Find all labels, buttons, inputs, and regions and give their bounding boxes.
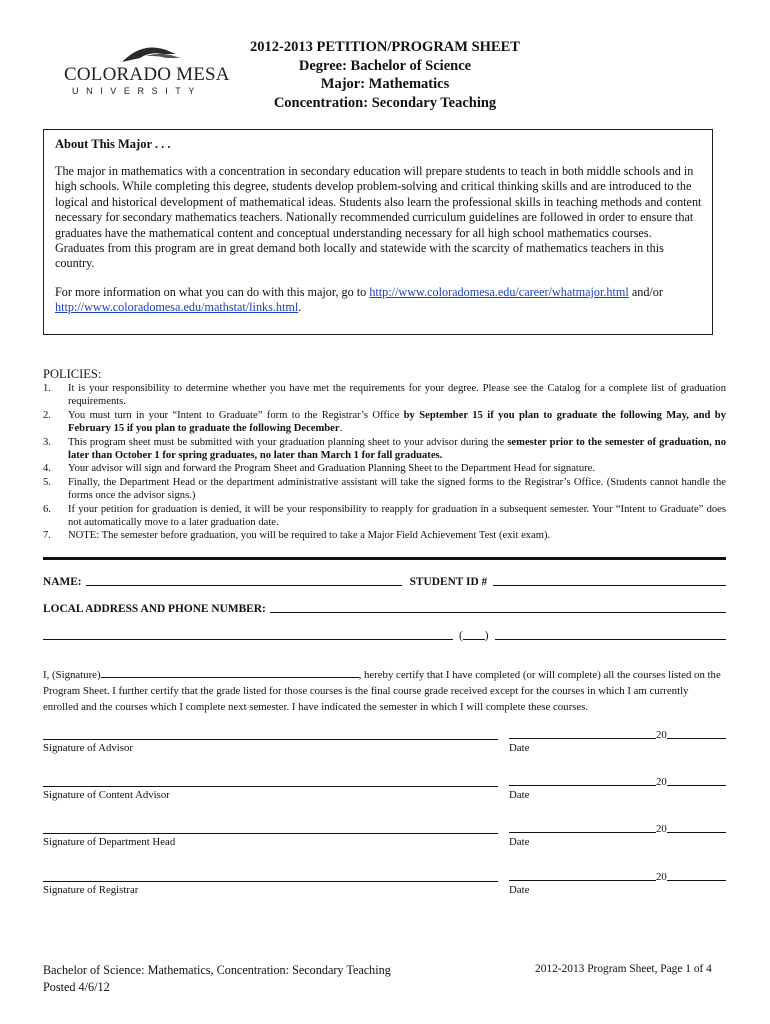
policy-item <box>43 382 726 409</box>
policy-number: 5. <box>43 476 51 488</box>
policy-item <box>43 436 726 463</box>
policy-item <box>43 476 726 503</box>
advisor-signature-line[interactable] <box>43 739 498 740</box>
policy-text-bold: by September 15 if you plan to graduate the following May, and by February 15 if you plan to graduate the following December <box>68 409 726 435</box>
address-field[interactable] <box>270 601 726 613</box>
registrar-signature-line[interactable] <box>43 881 498 882</box>
footer-program: Bachelor of Science: Mathematics, Concentration: Secondary Teaching <box>43 963 391 977</box>
policy-item <box>43 462 726 475</box>
policies-list <box>43 382 726 543</box>
content-advisor-signature-line[interactable] <box>43 786 498 787</box>
policies-heading: POLICIES: <box>43 367 102 381</box>
policy-item <box>43 503 726 530</box>
policy-item <box>43 409 726 436</box>
student-id-label: STUDENT ID # <box>409 576 488 588</box>
policy-number: 6. <box>43 503 51 515</box>
policy-number: 4. <box>43 463 51 475</box>
certify-text: , hereby certify that I have completed (or will complete) all the courses listed on the Program Sheet. I further certify that the grade listed for those courses is the final course grade received except for the courses in which I am currently enrolled and the courses which I complete next semester. I have indicated the semester in which I will complete these courses. <box>43 669 721 713</box>
more-info-prefix: For more information on what you can do with this major, go to <box>55 285 370 299</box>
date-label: Date <box>509 836 530 848</box>
address-label: LOCAL ADDRESS AND PHONE NUMBER: <box>43 603 266 615</box>
more-info-paragraph <box>55 285 703 316</box>
title-line: 2012-2013 PETITION/PROGRAM SHEET <box>250 39 520 55</box>
student-id-field[interactable] <box>493 574 726 586</box>
department-head-date-field[interactable] <box>509 821 726 835</box>
university-word: UNIVERSITY <box>72 86 203 96</box>
certify-prefix: I, (Signature) <box>43 669 101 681</box>
address-line2-field[interactable] <box>43 628 453 640</box>
university-logo <box>62 42 232 100</box>
year-line[interactable] <box>667 727 726 739</box>
address-row <box>43 601 726 615</box>
date-line[interactable] <box>509 821 656 833</box>
content-advisor-signature-label: Signature of Content Advisor <box>43 789 170 801</box>
name-label: NAME: <box>43 576 82 588</box>
date-line[interactable] <box>509 774 656 786</box>
department-head-signature-label: Signature of Department Head <box>43 836 176 848</box>
degree-line: Degree: Bachelor of Science <box>298 57 472 74</box>
year-line[interactable] <box>667 774 726 786</box>
policy-text: Your advisor will sign and forward the Program Sheet and Graduation Planning Sheet to the Department Head for signature. <box>68 463 596 475</box>
footer-page-info: 2012-2013 Program Sheet, Page 1 of 4 <box>535 963 712 975</box>
policy-text: NOTE: The semester before graduation, you will be required to take a Major Field Achievement Test (exit exam). <box>68 530 551 542</box>
advisor-date-field[interactable] <box>509 727 726 741</box>
content-advisor-date-field[interactable] <box>509 774 726 788</box>
year-prefix: 20 <box>656 729 667 741</box>
about-paragraph: The major in mathematics with a concentration in secondary education will prepare students to teach in both middle schools and in high schools. While completing this degree, students develop problem-solving and critical thinking skills and are introduced to the logical and historical development of mathematical ideas. Students also learn the professional skills in teaching methods and content necessary for secondary mathematics teachers. Nationally recommended curriculum guidelines are followed in order to ensure that graduates have the mathematical content and conceptual understanding necessary for all high school mathematics courses. Graduates from this program are in great demand both locally and statewide with the scarcity of mathematics teachers in this country. <box>55 164 702 271</box>
policy-text: You must turn in your “Intent to Graduate” form to the Registrar’s Office <box>68 409 404 421</box>
policy-text-bold: semester prior to the semester of graduation, no later than October 1 for spring graduates, no later than March 1 for fall graduates. <box>68 436 726 462</box>
university-name: COLORADO MESA <box>64 64 230 85</box>
phone-field[interactable] <box>495 628 726 640</box>
major-line: Major: Mathematics <box>320 76 450 92</box>
mathstat-link[interactable]: http://www.coloradomesa.edu/mathstat/links.html <box>55 300 299 315</box>
year-line[interactable] <box>667 869 726 881</box>
name-field[interactable] <box>86 574 402 586</box>
date-label: Date <box>509 742 530 754</box>
policy-number: 7. <box>43 530 51 542</box>
date-label: Date <box>509 789 530 801</box>
more-info-suffix: . <box>298 300 302 315</box>
registrar-signature-label: Signature of Registrar <box>43 884 139 896</box>
address-phone-row <box>43 628 726 642</box>
date-line[interactable] <box>509 727 656 739</box>
policy-text-end: . <box>339 423 343 435</box>
area-code-field[interactable] <box>463 628 485 640</box>
registrar-date-field[interactable] <box>509 869 726 883</box>
policy-number: 1. <box>43 383 51 394</box>
student-signature-field[interactable] <box>101 668 359 678</box>
phone-open-paren: ( <box>459 630 463 642</box>
concentration-line: Concentration: Secondary Teaching <box>273 94 497 111</box>
policy-number: 2. <box>43 409 51 421</box>
date-label: Date <box>509 884 530 896</box>
policy-text: This program sheet must be submitted with your graduation planning sheet to your advisor during the <box>68 436 508 448</box>
name-row <box>43 574 726 588</box>
year-prefix: 20 <box>656 871 667 883</box>
policy-text: Finally, the Department Head or the department administrative assistant will take the signed forms to the Registrar’s Office. (Students cannot handle the forms once the advisor signs.) <box>68 476 726 502</box>
phone-close-paren: ) <box>484 630 489 642</box>
year-line[interactable] <box>667 821 726 833</box>
policy-text: If your petition for graduation is denied, it will be your responsibility to reapply for graduation in a subsequent semester. Your “Intent to Graduate” does not automatically move to a later graduation date. <box>68 503 726 529</box>
policy-item <box>43 529 726 542</box>
section-divider <box>43 557 726 560</box>
year-prefix: 20 <box>656 823 667 835</box>
date-line[interactable] <box>509 869 656 881</box>
policy-text: It is your responsibility to determine whether you have met the requirements for your degree. Please see the Catalog for a complete list of graduation requirements. <box>68 383 726 408</box>
document-title <box>232 38 538 112</box>
policy-number: 3. <box>43 436 51 448</box>
certification-paragraph <box>43 667 726 715</box>
more-info-mid: and/or <box>628 285 663 299</box>
department-head-signature-line[interactable] <box>43 833 498 834</box>
footer-posted: Posted 4/6/12 <box>43 980 110 994</box>
about-major-box <box>43 129 713 335</box>
career-link[interactable]: http://www.coloradomesa.edu/career/whatmajor.html <box>369 285 629 299</box>
footer-left <box>43 962 391 996</box>
advisor-signature-label: Signature of Advisor <box>43 742 133 754</box>
about-heading: About This Major . . . <box>55 137 171 151</box>
year-prefix: 20 <box>656 776 667 788</box>
